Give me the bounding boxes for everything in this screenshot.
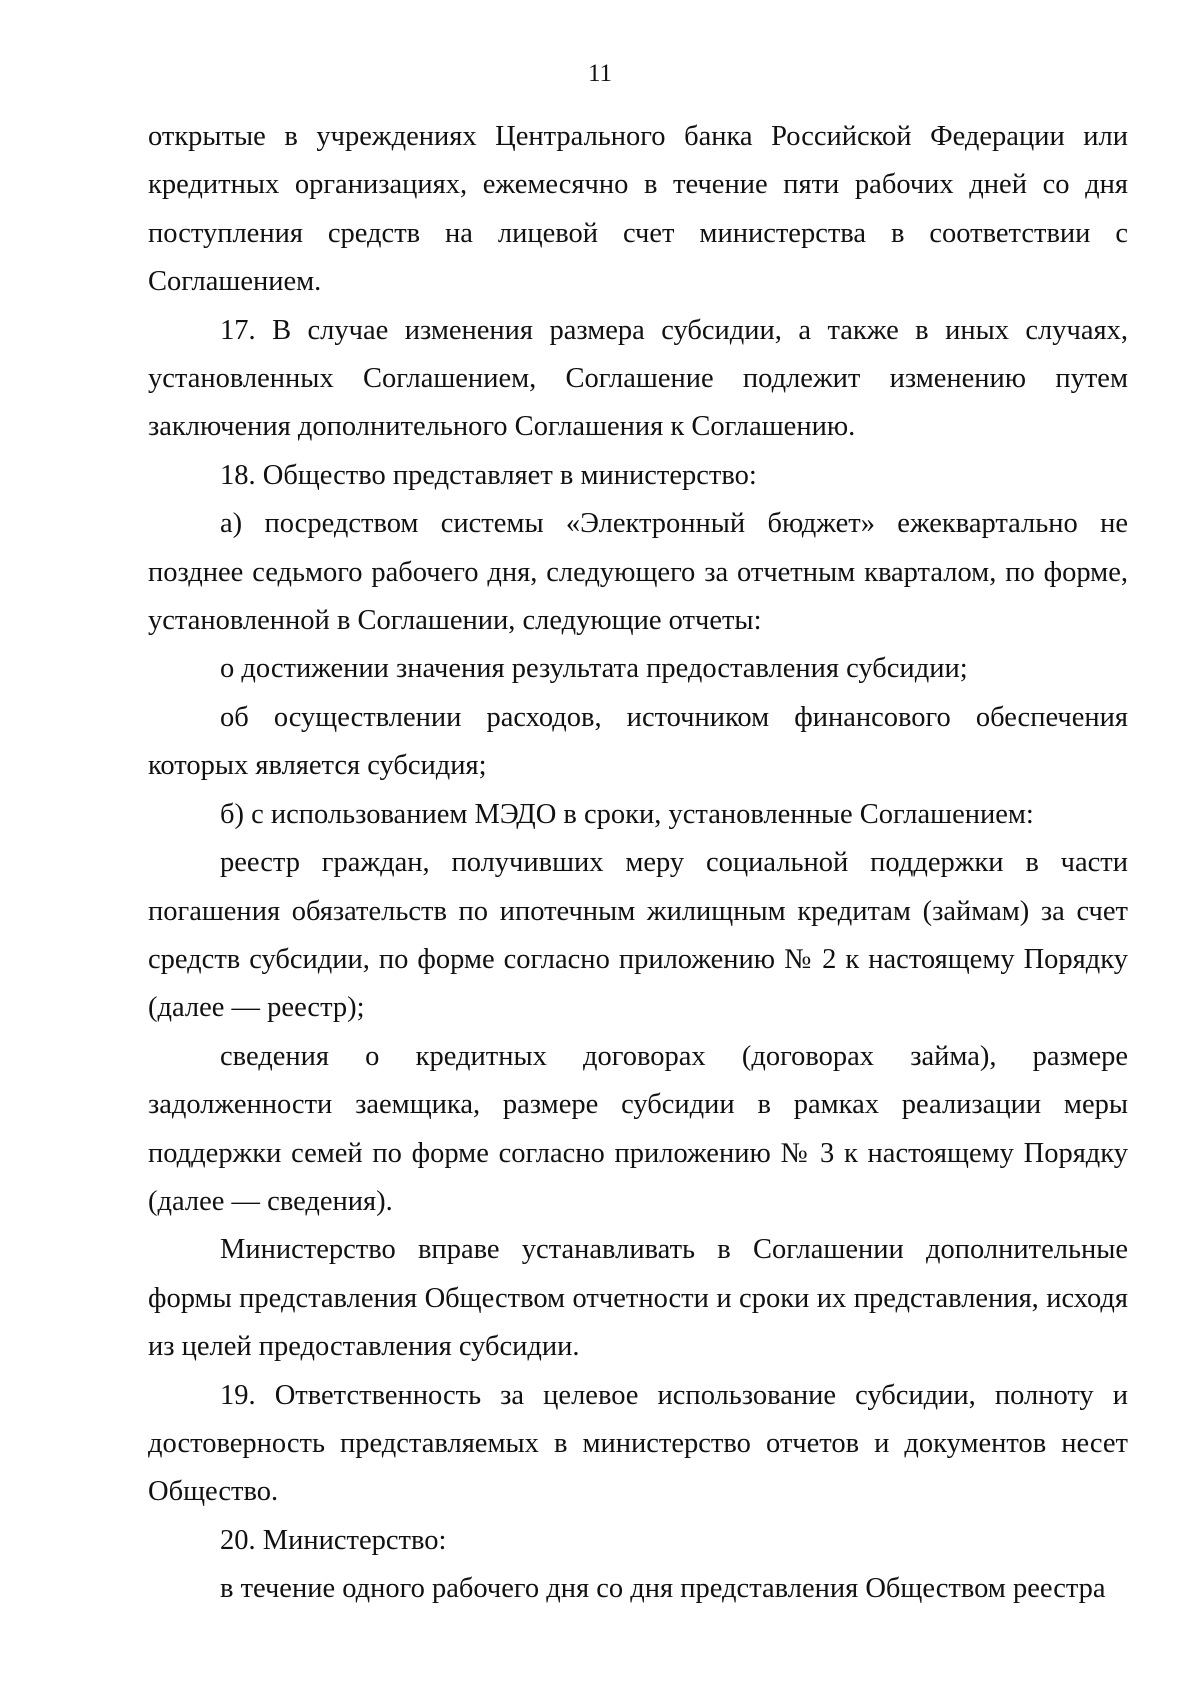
paragraph-18-b-item-2: сведения о кредитных договорах (договорах займа), размере задолженности заемщика, размере субсидии в рамках реализации меры поддержки семей по форме согласно приложению № 3 к настоящему Порядку (далее — сведения). bbox=[148, 1040, 1128, 1217]
paragraph-18-a-item-1: о достижении значения результата предоставления субсидии; bbox=[220, 653, 968, 685]
document-body bbox=[148, 113, 1128, 1614]
paragraph-ministry-rights: Министерство вправе устанавливать в Соглашении дополнительные формы представления Обществом отчетности и сроки их представления, исходя из целей предоставления субсидии. bbox=[148, 1234, 1128, 1363]
page-number: 11 bbox=[587, 60, 613, 87]
paragraph-continuation: открытые в учреждениях Центрального банка Российской Федерации или кредитных организациях, ежемесячно в течение пяти рабочих дней со дня поступления средств на лицевой счет министерства в соответствии с Соглашением. bbox=[148, 121, 1128, 298]
paragraph-18-b-item-1: реестр граждан, получивших меру социальной поддержки в части погашения обязательств по ипотечным жилищным кредитам (займам) за счет средств субсидии, по форме согласно приложению № 2 к настоящему Порядку (далее — реестр); bbox=[148, 847, 1128, 1024]
paragraph-19: 19. Ответственность за целевое использование субсидии, полноту и достоверность представляемых в министерство отчетов и документов несет Общество. bbox=[148, 1379, 1128, 1508]
paragraph-18-b: б) с использованием МЭДО в сроки, установленные Соглашением: bbox=[220, 798, 1034, 830]
paragraph-17: 17. В случае изменения размера субсидии, а также в иных случаях, установленных Соглашением, Соглашение подлежит изменению путем заключения дополнительного Соглашения к Соглашению. bbox=[148, 314, 1128, 443]
paragraph-18-a-item-2: об осуществлении расходов, источником финансового обеспечения которых является субсидия; bbox=[148, 701, 1128, 782]
paragraph-18: 18. Общество представляет в министерство: bbox=[220, 459, 757, 491]
paragraph-20-item-1: в течение одного рабочего дня со дня представления Обществом реестра bbox=[220, 1573, 1106, 1605]
paragraph-20: 20. Министерство: bbox=[220, 1524, 447, 1556]
paragraph-18-a: а) посредством системы «Электронный бюджет» ежеквартально не позднее седьмого рабочего дня, следующего за отчетным кварталом, по форме, установленной в Соглашении, следующие отчеты: bbox=[148, 508, 1128, 637]
